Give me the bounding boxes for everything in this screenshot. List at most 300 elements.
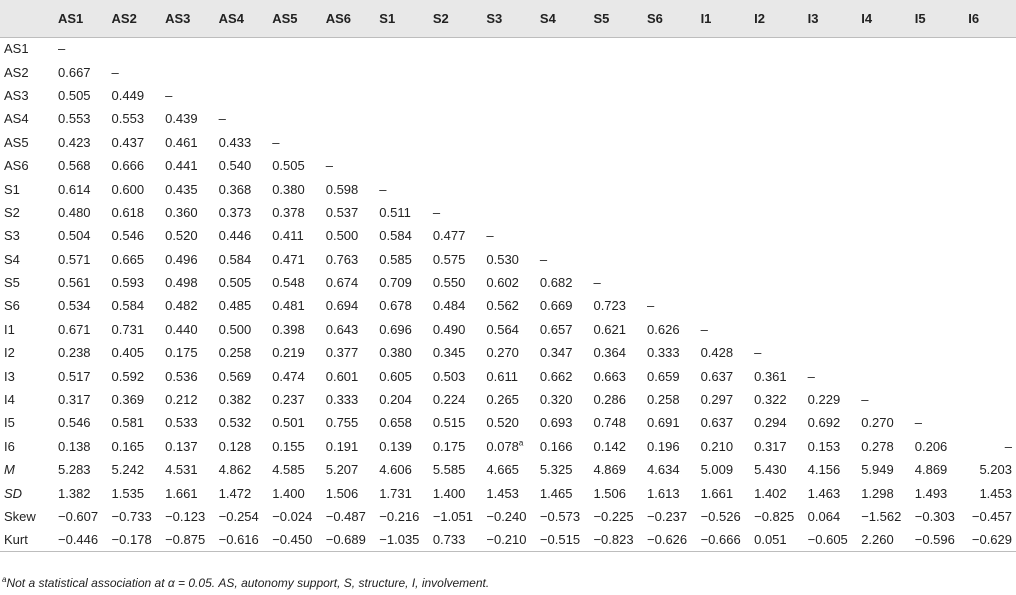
- table-cell: [320, 154, 374, 177]
- row-header: AS5: [4, 134, 29, 150]
- table-cell: [373, 481, 427, 504]
- cell-value: –: [486, 228, 494, 244]
- cell-value: 0.731: [111, 321, 145, 337]
- cell-value: 0.435: [165, 181, 198, 197]
- cell-value: −0.596: [914, 532, 955, 548]
- cell-value: 0.441: [165, 158, 198, 174]
- table-cell: [266, 341, 320, 364]
- table-cell: [802, 411, 856, 434]
- cell-value: 1.613: [647, 485, 680, 501]
- table-cell: [427, 201, 481, 224]
- table-cell: [213, 131, 267, 154]
- table-cell: [480, 411, 534, 434]
- table-cell: [480, 364, 534, 387]
- cell-value: 0.482: [165, 298, 198, 314]
- table-cell: [587, 248, 641, 271]
- table-cell: [855, 37, 909, 60]
- cell-value: 0.382: [218, 392, 252, 408]
- cell-value: 0.297: [700, 392, 734, 408]
- table-cell: [855, 505, 909, 528]
- table-cell: [213, 201, 267, 224]
- row-header: S6: [4, 298, 20, 314]
- cell-value: 0.219: [272, 345, 305, 361]
- table-cell: [106, 84, 160, 107]
- table-cell: [748, 505, 802, 528]
- cell-value: 0.503: [432, 368, 466, 384]
- cell-value: 0.474: [272, 368, 305, 384]
- cell-value: 0.553: [58, 111, 91, 127]
- table-cell: [748, 60, 802, 83]
- table-cell: [962, 364, 1016, 387]
- cell-value: 1.453: [979, 485, 1012, 501]
- table-cell: [159, 411, 213, 434]
- table-cell: [534, 364, 588, 387]
- cell-value: 0.665: [111, 251, 145, 267]
- table-cell: [695, 131, 749, 154]
- table-cell: [534, 201, 588, 224]
- table-cell: [480, 318, 534, 341]
- table-cell: [320, 131, 374, 154]
- table-cell: [320, 177, 374, 200]
- table-cell: [213, 528, 267, 551]
- cell-value: 0.657: [539, 321, 573, 337]
- cell-value: 0.258: [647, 392, 680, 408]
- table-cell: [266, 37, 320, 60]
- table-cell: [159, 84, 213, 107]
- cell-value: 4.531: [165, 462, 198, 478]
- cell-value: 0.511: [379, 204, 411, 220]
- cell-value: 0.505: [218, 275, 252, 291]
- table-row: [0, 528, 1016, 551]
- table-cell: [320, 481, 374, 504]
- cell-value: 0.423: [58, 134, 91, 150]
- cell-value: −0.450: [272, 532, 313, 548]
- table-row: [0, 84, 1016, 107]
- table-cell: [909, 224, 963, 247]
- cell-value: 0.360: [165, 204, 198, 220]
- row-header: S5: [4, 275, 20, 291]
- cell-value: 0.548: [272, 275, 305, 291]
- cell-value: 0.733: [432, 532, 466, 548]
- table-cell: [587, 271, 641, 294]
- table-cell: [373, 248, 427, 271]
- cell-value: −0.515: [539, 532, 581, 548]
- table-cell: [373, 201, 427, 224]
- table-cell: [266, 224, 320, 247]
- header-corner: [0, 0, 52, 37]
- cell-value: 0.368: [218, 181, 252, 197]
- cell-value: 0.581: [111, 415, 145, 431]
- table-cell: [52, 318, 106, 341]
- table-cell: [373, 528, 427, 551]
- table-cell: [320, 248, 374, 271]
- table-cell: [320, 411, 374, 434]
- table-cell: [373, 154, 427, 177]
- table-cell: [641, 154, 695, 177]
- table-cell: [266, 318, 320, 341]
- table-cell: [427, 388, 481, 411]
- table-cell: [106, 60, 160, 83]
- table-cell: [52, 481, 106, 504]
- cell-value: 1.493: [914, 485, 948, 501]
- cell-value: −0.626: [647, 532, 688, 548]
- cell-value: −0.573: [539, 509, 581, 524]
- table-cell: [641, 364, 695, 387]
- table-cell: [159, 224, 213, 247]
- row-header: AS2: [4, 64, 29, 80]
- table-cell: [480, 271, 534, 294]
- cell-value: −0.123: [165, 509, 206, 524]
- row-header: AS1: [4, 41, 29, 57]
- column-header: AS1: [52, 0, 106, 37]
- table-cell: [534, 294, 588, 317]
- table-cell: [427, 505, 481, 528]
- cell-value: 0.369: [111, 392, 145, 408]
- cell-value: 0.175: [432, 438, 466, 454]
- table-footnote: [2, 576, 489, 590]
- table-cell: [587, 60, 641, 83]
- table-cell: [106, 458, 160, 481]
- table-cell: [641, 294, 695, 317]
- cell-value: 4.869: [914, 462, 948, 478]
- table-cell: [641, 388, 695, 411]
- table-cell: [427, 341, 481, 364]
- cell-value: –: [58, 41, 66, 57]
- table-cell: [373, 84, 427, 107]
- table-row: [0, 224, 1016, 247]
- table-cell: [695, 177, 749, 200]
- table-cell: [855, 248, 909, 271]
- cell-value: 0.380: [379, 345, 412, 361]
- cell-value: 0.723: [593, 298, 627, 314]
- table-cell: [213, 481, 267, 504]
- row-header: M: [4, 462, 15, 478]
- table-cell: [159, 318, 213, 341]
- table-cell: [695, 271, 749, 294]
- table-cell: [427, 37, 481, 60]
- table-cell: [534, 318, 588, 341]
- cell-value: 0.270: [486, 345, 519, 361]
- cell-value: 0.206: [914, 438, 948, 454]
- table-cell: [909, 318, 963, 341]
- cell-value: 0.449: [111, 87, 145, 103]
- row-header: AS4: [4, 111, 29, 127]
- table-row: [0, 505, 1016, 528]
- table-cell: [266, 177, 320, 200]
- cell-value: 0.515: [432, 415, 466, 431]
- table-cell: [106, 528, 160, 551]
- table-cell: [534, 435, 588, 458]
- table-cell: [213, 388, 267, 411]
- table-cell: [748, 528, 802, 551]
- table-cell: [641, 341, 695, 364]
- table-row: [0, 294, 1016, 317]
- table-cell: [695, 458, 749, 481]
- table-cell: [962, 294, 1016, 317]
- table-cell: [748, 435, 802, 458]
- table-cell: [855, 458, 909, 481]
- column-header: I4: [855, 0, 909, 37]
- table-cell: [159, 294, 213, 317]
- table-cell: [855, 154, 909, 177]
- cell-value: 0.601: [325, 368, 359, 384]
- table-cell: [802, 318, 856, 341]
- row-header: S4: [4, 251, 20, 267]
- table-cell: [52, 341, 106, 364]
- cell-value: 0.575: [432, 251, 466, 267]
- table-cell: [373, 411, 427, 434]
- cell-value: 1.400: [432, 485, 466, 501]
- table-cell: [427, 481, 481, 504]
- cell-value: −0.446: [58, 532, 99, 548]
- column-header: S6: [641, 0, 695, 37]
- column-header: AS6: [320, 0, 374, 37]
- cell-value: 4.585: [272, 462, 305, 478]
- table-cell: [909, 201, 963, 224]
- cell-value: 0.380: [272, 181, 305, 197]
- table-cell: [855, 201, 909, 224]
- cell-value: 0.128: [218, 438, 252, 454]
- row-header: S3: [4, 228, 20, 244]
- table-cell: [909, 411, 963, 434]
- cell-value: 4.665: [486, 462, 519, 478]
- table-cell: [266, 411, 320, 434]
- table-cell: [427, 435, 481, 458]
- cell-value: 0.439: [165, 111, 198, 127]
- cell-value: 0.258: [218, 345, 252, 361]
- cell-value: 1.506: [593, 485, 627, 501]
- table-cell: [320, 294, 374, 317]
- table-cell: [748, 364, 802, 387]
- table-cell: [909, 37, 963, 60]
- cell-value: −1.051: [432, 509, 473, 524]
- cell-value: 0.669: [539, 298, 573, 314]
- table-cell: [52, 364, 106, 387]
- cell-value: −0.875: [165, 532, 206, 548]
- table-cell: [106, 318, 160, 341]
- table-cell: [320, 505, 374, 528]
- cell-value: 5.283: [58, 462, 91, 478]
- cell-value: 0.536: [165, 368, 198, 384]
- cell-value: –: [325, 158, 333, 174]
- table-row: [0, 388, 1016, 411]
- cell-value: 4.634: [647, 462, 680, 478]
- cell-value: 0.064: [807, 509, 841, 524]
- table-row: [0, 318, 1016, 341]
- table-cell: [748, 411, 802, 434]
- cell-value: 0.540: [218, 158, 252, 174]
- table-cell: [695, 154, 749, 177]
- table-cell: [909, 131, 963, 154]
- table-cell: [266, 528, 320, 551]
- cell-value: 1.506: [325, 485, 359, 501]
- table-cell: [52, 201, 106, 224]
- table-cell: [802, 388, 856, 411]
- table-cell: [909, 294, 963, 317]
- table-cell: [427, 177, 481, 200]
- column-header: S3: [480, 0, 534, 37]
- table-row: [0, 458, 1016, 481]
- cell-value: 4.606: [379, 462, 412, 478]
- cell-value: 1.661: [165, 485, 198, 501]
- cell-value: −0.616: [218, 532, 259, 548]
- table-cell: [641, 528, 695, 551]
- table-cell: [641, 224, 695, 247]
- column-header: I3: [802, 0, 856, 37]
- cell-value: 0.498: [165, 275, 198, 291]
- table-cell: [909, 248, 963, 271]
- cell-value: −0.629: [971, 532, 1012, 548]
- cell-value: –: [647, 298, 655, 314]
- table-cell: [106, 388, 160, 411]
- table-cell: [909, 481, 963, 504]
- column-header: AS4: [213, 0, 267, 37]
- cell-value: −0.733: [111, 509, 152, 524]
- table-cell: [159, 60, 213, 83]
- cell-value: 5.207: [325, 462, 359, 478]
- table-row: [0, 131, 1016, 154]
- table-cell: [695, 435, 749, 458]
- cell-value: 0.317: [754, 438, 787, 454]
- table-cell: [213, 177, 267, 200]
- cell-value: 0.433: [218, 134, 252, 150]
- table-cell: [641, 435, 695, 458]
- table-cell: [266, 388, 320, 411]
- table-cell: [962, 60, 1016, 83]
- cell-value: 0.600: [111, 181, 145, 197]
- table-cell: [909, 528, 963, 551]
- cell-value: 0.440: [165, 321, 198, 337]
- table-cell: [855, 341, 909, 364]
- table-cell: [802, 248, 856, 271]
- table-cell: [855, 435, 909, 458]
- table-cell: [962, 388, 1016, 411]
- table-cell: [695, 224, 749, 247]
- cell-value: 0.530: [486, 251, 519, 267]
- column-header: S5: [587, 0, 641, 37]
- cell-value: 0.347: [539, 345, 573, 361]
- cell-value: 0.333: [647, 345, 680, 361]
- column-header: AS5: [266, 0, 320, 37]
- cell-value: 0.166: [539, 438, 573, 454]
- table-cell: [266, 294, 320, 317]
- table-cell: [106, 271, 160, 294]
- table-cell: [534, 481, 588, 504]
- table-cell: [695, 294, 749, 317]
- table-cell: [587, 294, 641, 317]
- cell-value: 0.155: [272, 438, 305, 454]
- table-cell: [480, 388, 534, 411]
- table-cell: [373, 505, 427, 528]
- table-cell: [587, 458, 641, 481]
- table-cell: [427, 84, 481, 107]
- cell-value: 0.593: [111, 275, 145, 291]
- table-cell: [266, 458, 320, 481]
- cell-value: −0.605: [807, 532, 848, 548]
- cell-value: 5.430: [754, 462, 787, 478]
- cell-value: 1.382: [58, 485, 91, 501]
- table-cell: [52, 294, 106, 317]
- table-cell: [106, 505, 160, 528]
- table-cell: [855, 528, 909, 551]
- cell-value: 0.666: [111, 158, 145, 174]
- cell-value: 0.663: [593, 368, 627, 384]
- table-cell: [802, 107, 856, 130]
- table-cell: [962, 458, 1016, 481]
- table-cell: [480, 177, 534, 200]
- table-cell: [159, 364, 213, 387]
- cell-value: 0.377: [325, 345, 359, 361]
- table-cell: [534, 505, 588, 528]
- table-cell: [106, 364, 160, 387]
- table-cell: [52, 528, 106, 551]
- table-cell: [909, 154, 963, 177]
- cell-value: 0.294: [754, 415, 787, 431]
- table-cell: [106, 341, 160, 364]
- table-cell: [802, 201, 856, 224]
- table-cell: [480, 201, 534, 224]
- cell-value: 0.585: [379, 251, 412, 267]
- cell-value: 0.212: [165, 392, 198, 408]
- table-cell: [159, 505, 213, 528]
- table-cell: [802, 60, 856, 83]
- cell-value: −0.240: [486, 509, 527, 524]
- cell-value: 0.505: [58, 87, 91, 103]
- row-header: I3: [4, 368, 15, 384]
- cell-value: −0.024: [272, 509, 313, 524]
- table-cell: [641, 107, 695, 130]
- table-cell: [695, 341, 749, 364]
- table-cell: [534, 248, 588, 271]
- table-cell: [373, 37, 427, 60]
- cell-value: 0.278: [861, 438, 894, 454]
- table-cell: [802, 37, 856, 60]
- table-cell: [695, 318, 749, 341]
- cell-value: –: [272, 134, 280, 150]
- cell-value: −0.689: [325, 532, 366, 548]
- cell-value: 0.671: [58, 321, 91, 337]
- cell-value: −0.210: [486, 532, 527, 548]
- column-header: S4: [534, 0, 588, 37]
- table-cell: [641, 131, 695, 154]
- cell-value: 1.400: [272, 485, 305, 501]
- table-cell: [213, 341, 267, 364]
- cell-value: 4.869: [593, 462, 627, 478]
- table-cell: [480, 458, 534, 481]
- cell-value: −0.825: [754, 509, 795, 524]
- table-cell: [106, 481, 160, 504]
- cell-value: 0.533: [165, 415, 198, 431]
- table-cell: [427, 107, 481, 130]
- table-cell: [52, 131, 106, 154]
- cell-value: −0.823: [593, 532, 634, 548]
- row-header: AS6: [4, 158, 29, 174]
- cell-value: 1.298: [861, 485, 894, 501]
- table-cell: [748, 224, 802, 247]
- cell-value: –: [218, 111, 226, 127]
- table-cell: [480, 294, 534, 317]
- table-cell: [534, 154, 588, 177]
- table-cell: [855, 177, 909, 200]
- table-cell: [641, 84, 695, 107]
- table-cell: [641, 318, 695, 341]
- cell-value: 0.500: [325, 228, 359, 244]
- cell-value: 0.345: [432, 345, 466, 361]
- table-cell: [802, 271, 856, 294]
- table-cell: [106, 411, 160, 434]
- table-cell: [213, 318, 267, 341]
- cell-value: 0.398: [272, 321, 305, 337]
